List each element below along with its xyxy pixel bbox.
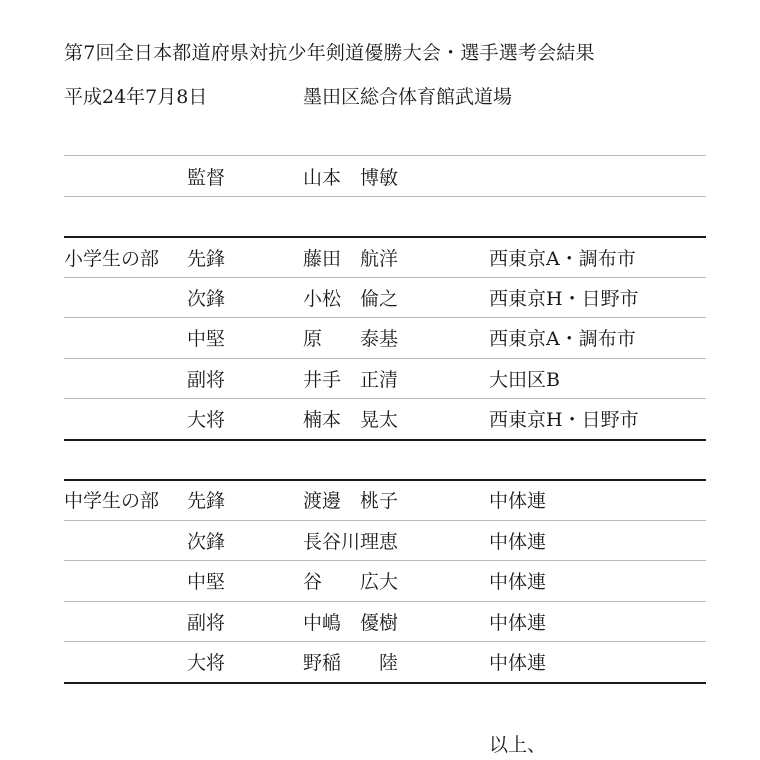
team-cell: 中体連 [489, 490, 547, 512]
table-top-rule [64, 236, 706, 238]
player-name-cell: 井手 正清 [303, 369, 399, 391]
player-name-cell: 楠本 晃太 [303, 409, 399, 431]
row-divider [64, 601, 706, 602]
position-cell: 大将 [187, 409, 226, 431]
closing-remark: 以上、 [489, 734, 547, 756]
document-title: 第7回全日本都道府県対抗少年剣道優勝大会・選手選考会結果 [64, 42, 595, 64]
divider-line [64, 196, 706, 197]
player-name-cell: 長谷川理恵 [303, 531, 399, 553]
manager-role: 監督 [187, 167, 226, 189]
team-cell: 西東京A・調布市 [489, 328, 636, 350]
table-bottom-rule [64, 682, 706, 684]
divider-line [64, 155, 706, 156]
position-cell: 先鋒 [187, 248, 226, 270]
table-bottom-rule [64, 439, 706, 441]
table-top-rule [64, 479, 706, 481]
event-venue: 墨田区総合体育館武道場 [303, 86, 513, 108]
team-cell: 中体連 [489, 612, 547, 634]
row-divider [64, 560, 706, 561]
position-cell: 副将 [187, 369, 226, 391]
team-cell: 西東京A・調布市 [489, 248, 636, 270]
team-cell: 西東京H・日野市 [489, 409, 639, 431]
position-cell: 大将 [187, 652, 226, 674]
row-divider [64, 317, 706, 318]
player-name-cell: 小松 倫之 [303, 288, 399, 310]
event-date: 平成24年7月8日 [64, 86, 208, 108]
team-cell: 中体連 [489, 531, 547, 553]
manager-name: 山本 博敏 [303, 167, 399, 189]
row-divider [64, 641, 706, 642]
player-name-cell: 中嶋 優樹 [303, 612, 399, 634]
team-cell: 中体連 [489, 652, 547, 674]
team-cell: 大田区B [489, 369, 560, 391]
row-divider [64, 398, 706, 399]
position-cell: 副将 [187, 612, 226, 634]
player-name-cell: 原 泰基 [303, 328, 399, 350]
team-cell: 中体連 [489, 571, 547, 593]
player-name-cell: 野稲 陸 [303, 652, 399, 674]
player-name-cell: 谷 広大 [303, 571, 399, 593]
position-cell: 次鋒 [187, 288, 226, 310]
row-divider [64, 520, 706, 521]
division-label: 中学生の部 [64, 490, 160, 512]
team-cell: 西東京H・日野市 [489, 288, 639, 310]
position-cell: 中堅 [187, 328, 226, 350]
row-divider [64, 277, 706, 278]
division-label: 小学生の部 [64, 248, 160, 270]
row-divider [64, 358, 706, 359]
position-cell: 中堅 [187, 571, 226, 593]
position-cell: 次鋒 [187, 531, 226, 553]
player-name-cell: 渡邊 桃子 [303, 490, 399, 512]
position-cell: 先鋒 [187, 490, 226, 512]
player-name-cell: 藤田 航洋 [303, 248, 399, 270]
